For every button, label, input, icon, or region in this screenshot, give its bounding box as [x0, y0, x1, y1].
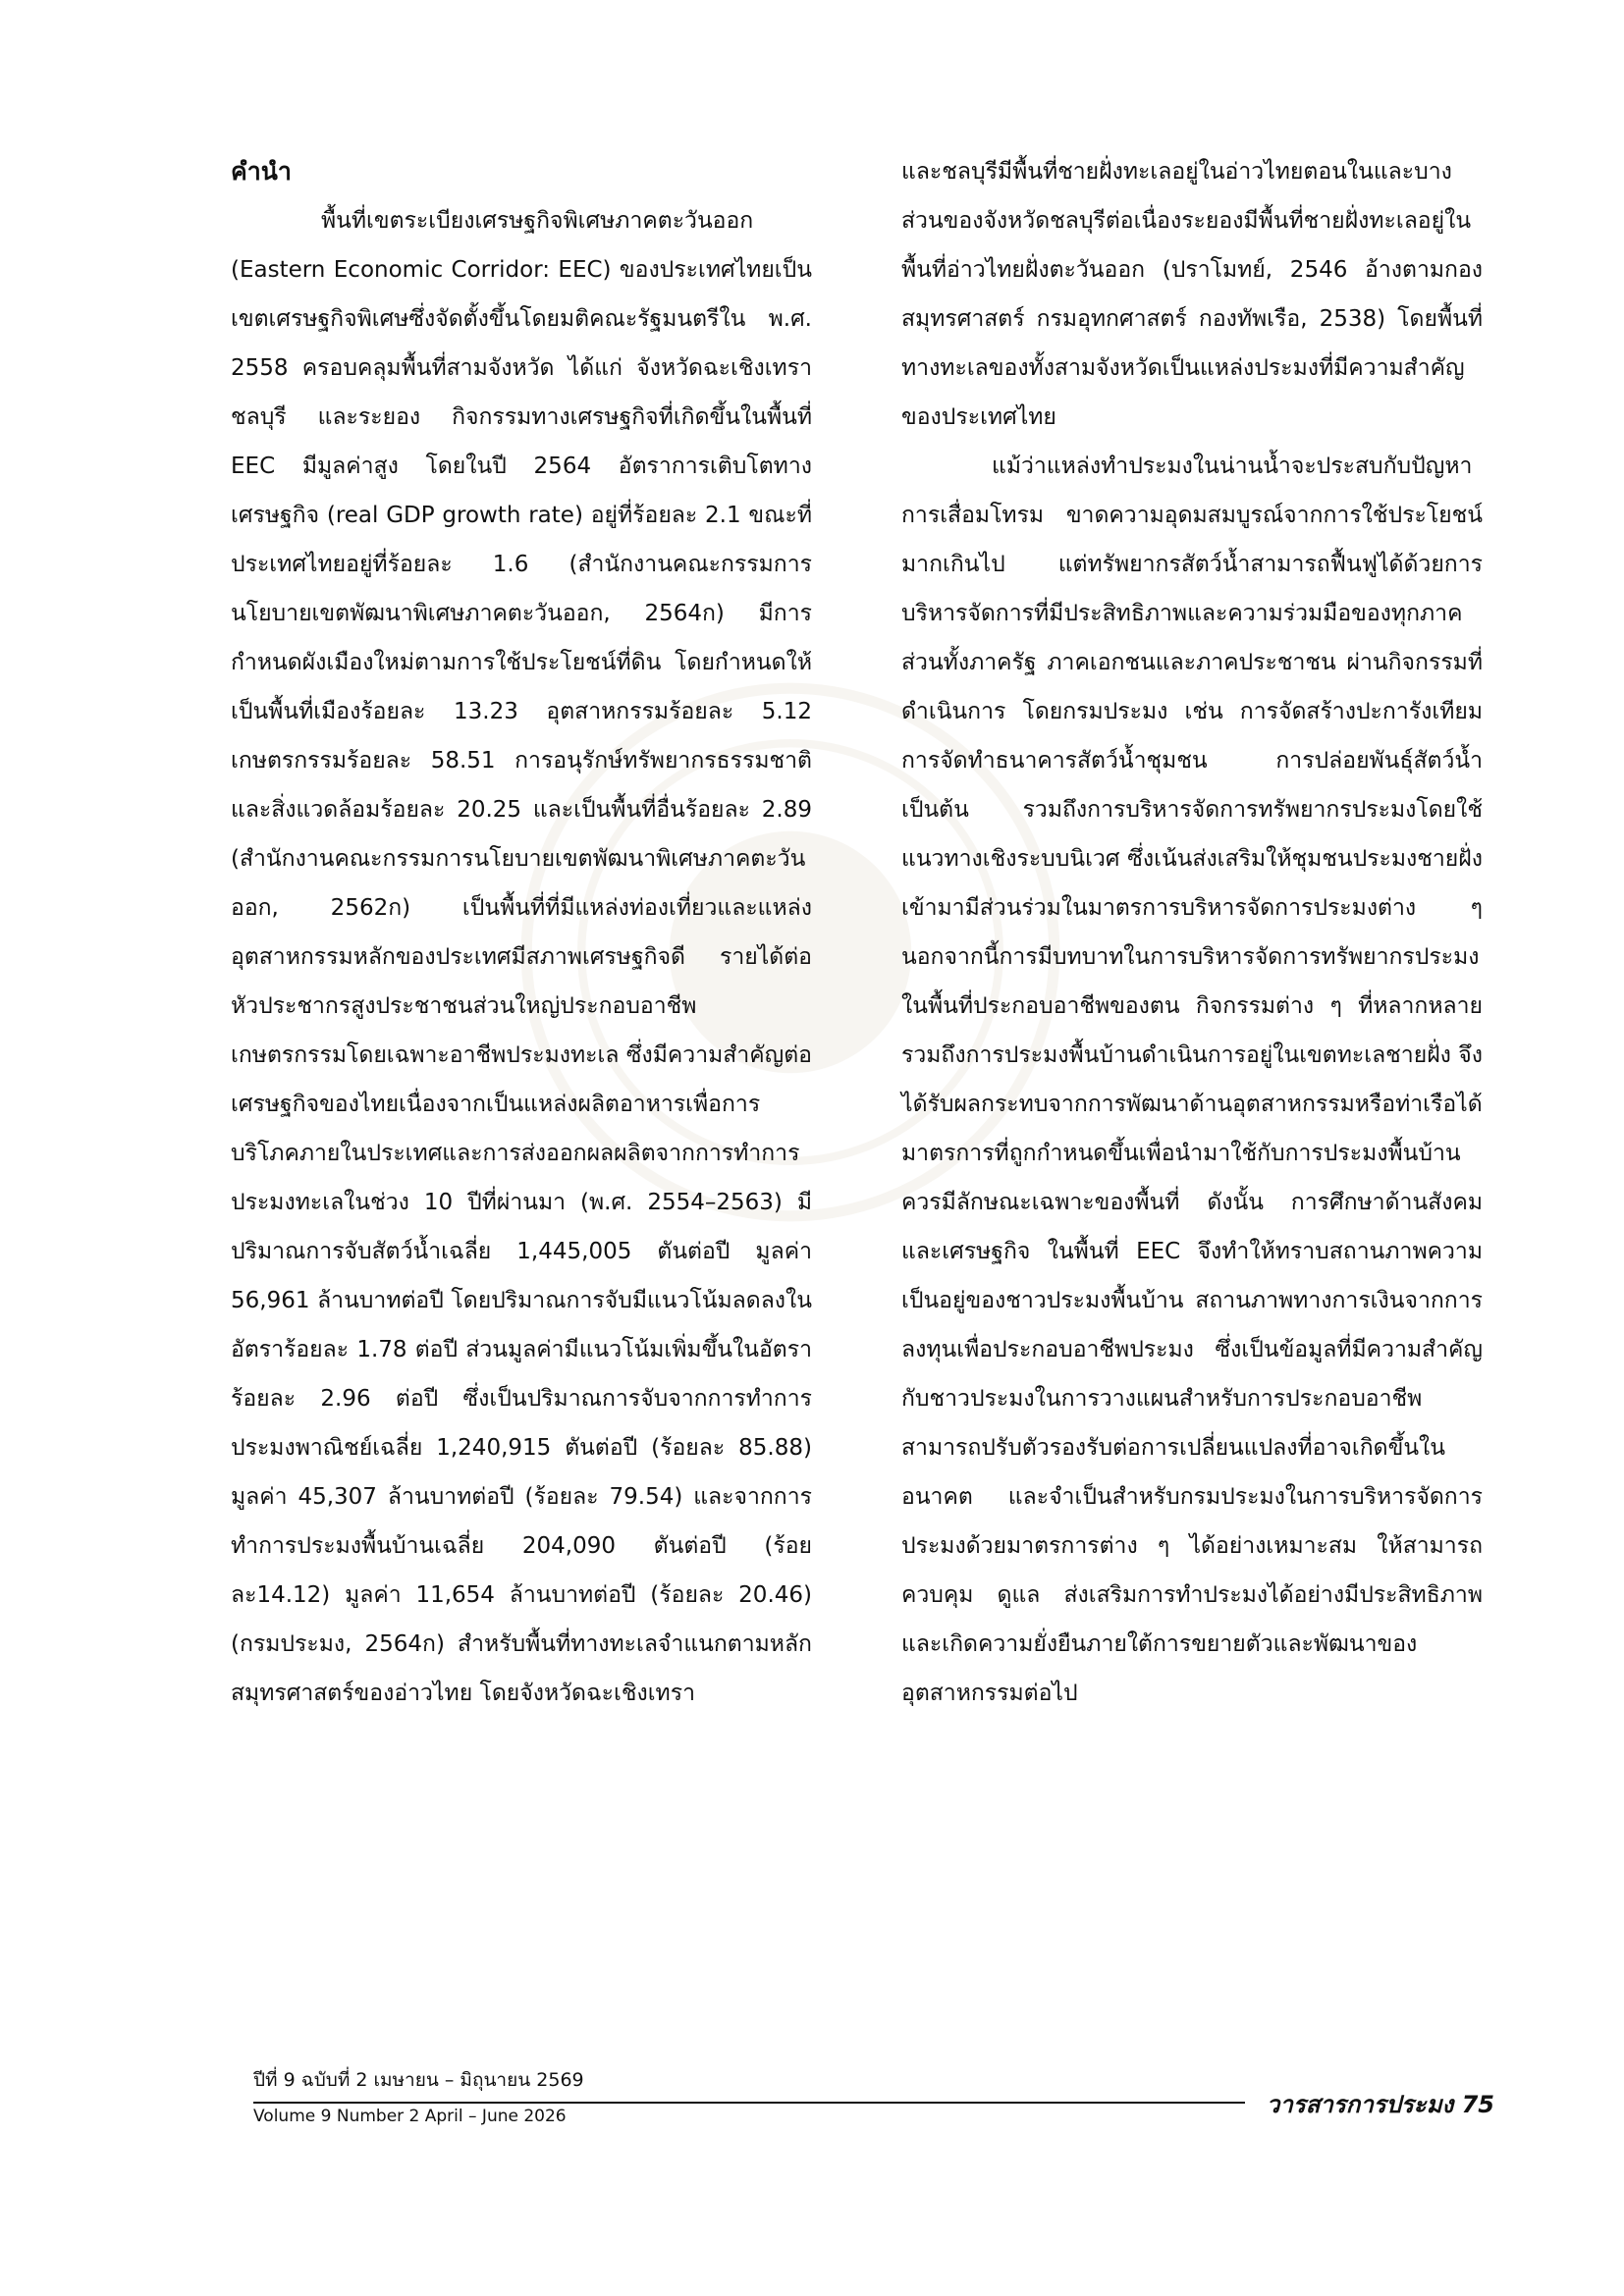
footer-issue-thai: ปีที่ 9 ฉบับที่ 2 เมษายน – มิถุนายน 2569: [253, 2069, 584, 2091]
footer-issue-english: Volume 9 Number 2 April – June 2026: [253, 2107, 567, 2126]
footer-journal-page-number: วารสารการประมง 75: [1257, 2085, 1494, 2123]
body-paragraph: แม้ว่าแหล่งทำประมงในน่านน้ำจะประสบกับปัญหาการเสื่อมโทรม ขาดความอุดมสมบูรณ์จากการใช้ประโยชน์มากเกินไป แต่ทรัพยากรสัตว์น้ำสามารถฟื้นฟูได้ด้วยการบริหารจัดการที่มีประสิทธิภาพและความร่วมมือของทุกภาคส่วนทั้งภาครัฐ ภาคเอกชนและภาคประชาชน ผ่านกิจกรรมที่ดำเนินการ โดยกรมประมง เช่น การจัดสร้างปะการังเทียม การจัดทำธนาคารสัตว์น้ำชุมชน การปล่อยพันธุ์สัตว์น้ำ เป็นต้น รวมถึงการบริหารจัดการทรัพยากรประมงโดยใช้แนวทางเชิงระบบนิเวศ ซึ่งเน้นส่งเสริมให้ชุมชนประมงชายฝั่งเข้ามามีส่วนร่วมในมาตรการบริหารจัดการประมงต่าง ๆ นอกจากนี้การมีบทบาทในการบริหารจัดการทรัพยากรประมงในพื้นที่ประกอบอาชีพของตน กิจกรรมต่าง ๆ ที่หลากหลาย รวมถึงการประมงพื้นบ้านดำเนินการอยู่ในเขตทะเลชายฝั่ง จึงได้รับผลกระทบจากการพัฒนาด้านอุตสาหกรรมหรือท่าเรือได้ มาตรการที่ถูกกำหนดขึ้นเพื่อนำมาใช้กับการประมงพื้นบ้านควรมีลักษณะเฉพาะของพื้นที่ ดังนั้น การศึกษาด้านสังคมและเศรษฐกิจ ในพื้นที่ EEC จึงทำให้ทราบสถานภาพความเป็นอยู่ของชาวประมงพื้นบ้าน สถานภาพทางการเงินจากการลงทุนเพื่อประกอบอาชีพประมง ซึ่งเป็นข้อมูลที่มีความสำคัญกับชาวประมงในการวางแผนสำหรับการประกอบอาชีพ สามารถปรับตัวรองรับต่อการเปลี่ยนแปลงที่อาจเกิดขึ้นในอนาคต และจำเป็นสำหรับกรมประมงในการบริหารจัดการประมงด้วยมาตรการต่าง ๆ ได้อย่างเหมาะสม ให้สามารถควบคุม ดูแล ส่งเสริมการทำประมงได้อย่างมีประสิทธิภาพ และเกิดความยั่งยืนภายใต้การขยายตัวและพัฒนาของอุตสาหกรรมต่อไป: [901, 454, 1483, 1706]
footer-issue-info: [253, 2065, 584, 2130]
body-paragraph: และชลบุรีมีพื้นที่ชายฝั่งทะเลอยู่ในอ่าวไทยตอนในและบางส่วนของจังหวัดชลบุรีต่อเนื่องระยองมีพื้นที่ชายฝั่งทะเลอยู่ในพื้นที่อ่าวไทยฝั่งตะวันออก (ปราโมทย์, 2546 อ้างตามกองสมุทรศาสตร์ กรมอุทกศาสตร์ กองทัพเรือ, 2538) โดยพื้นที่ทางทะเลของทั้งสามจังหวัดเป็นแหล่งประมงที่มีความสำคัญของประเทศไทย: [901, 159, 1483, 430]
right-column: [901, 147, 1483, 1718]
left-column: [231, 147, 812, 1718]
section-heading-introduction: คำนำ: [231, 157, 292, 186]
body-paragraph: พื้นที่เขตระเบียงเศรษฐกิจพิเศษภาคตะวันออก (Eastern Economic Corridor: EEC) ของประเทศไทยเป็นเขตเศรษฐกิจพิเศษซึ่งจัดตั้งขึ้นโดยมติคณะรัฐมนตรีใน พ.ศ. 2558 ครอบคลุมพื้นที่สามจังหวัด ได้แก่ จังหวัดฉะเชิงเทรา ชลบุรี และระยอง กิจกรรมทางเศรษฐกิจที่เกิดขึ้นในพื้นที่ EEC มีมูลค่าสูง โดยในปี 2564 อัตราการเติบโตทางเศรษฐกิจ (real GDP growth rate) อยู่ที่ร้อยละ 2.1 ขณะที่ประเทศไทยอยู่ที่ร้อยละ 1.6 (สำนักงานคณะกรรมการนโยบายเขตพัฒนาพิเศษภาคตะวันออก, 2564ก) มีการกำหนดผังเมืองใหม่ตามการใช้ประโยชน์ที่ดิน โดยกำหนดให้เป็นพื้นที่เมืองร้อยละ 13.23 อุตสาหกรรมร้อยละ 5.12 เกษตรกรรมร้อยละ 58.51 การอนุรักษ์ทรัพยากรธรรมชาติและสิ่งแวดล้อมร้อยละ 20.25 และเป็นพื้นที่อื่นร้อยละ 2.89 (สำนักงานคณะกรรมการนโยบายเขตพัฒนาพิเศษภาคตะวันออก, 2562ก) เป็นพื้นที่ที่มีแหล่งท่องเที่ยวและแหล่งอุตสาหกรรมหลักของประเทศมีสภาพเศรษฐกิจดี รายได้ต่อหัวประชากรสูงประชาชนส่วนใหญ่ประกอบอาชีพเกษตรกรรมโดยเฉพาะอาชีพประมงทะเล ซึ่งมีความสำคัญต่อเศรษฐกิจของไทยเนื่องจากเป็นแหล่งผลิตอาหารเพื่อการบริโภคภายในประเทศและการส่งออกผลผลิตจากการทำการประมงทะเลในช่วง 10 ปีที่ผ่านมา (พ.ศ. 2554–2563) มีปริมาณการจับสัตว์น้ำเฉลี่ย 1,445,005 ตันต่อปี มูลค่า 56,961 ล้านบาทต่อปี โดยปริมาณการจับมีแนวโน้มลดลงในอัตราร้อยละ 1.78 ต่อปี ส่วนมูลค่ามีแนวโน้มเพิ่มขึ้นในอัตราร้อยละ 2.96 ต่อปี ซึ่งเป็นปริมาณการจับจากการทำการประมงพาณิชย์เฉลี่ย 1,240,915 ตันต่อปี (ร้อยละ 85.88) มูลค่า 45,307 ล้านบาทต่อปี (ร้อยละ 79.54) และจากการทำการประมงพื้นบ้านเฉลี่ย 204,090 ตันต่อปี (ร้อยละ14.12) มูลค่า 11,654 ล้านบาทต่อปี (ร้อยละ 20.46) (กรมประมง, 2564ก) สำหรับพื้นที่ทางทะเลจำแนกตามหลักสมุทรศาสตร์ของอ่าวไทย โดยจังหวัดฉะเชิงเทรา: [231, 208, 812, 1706]
